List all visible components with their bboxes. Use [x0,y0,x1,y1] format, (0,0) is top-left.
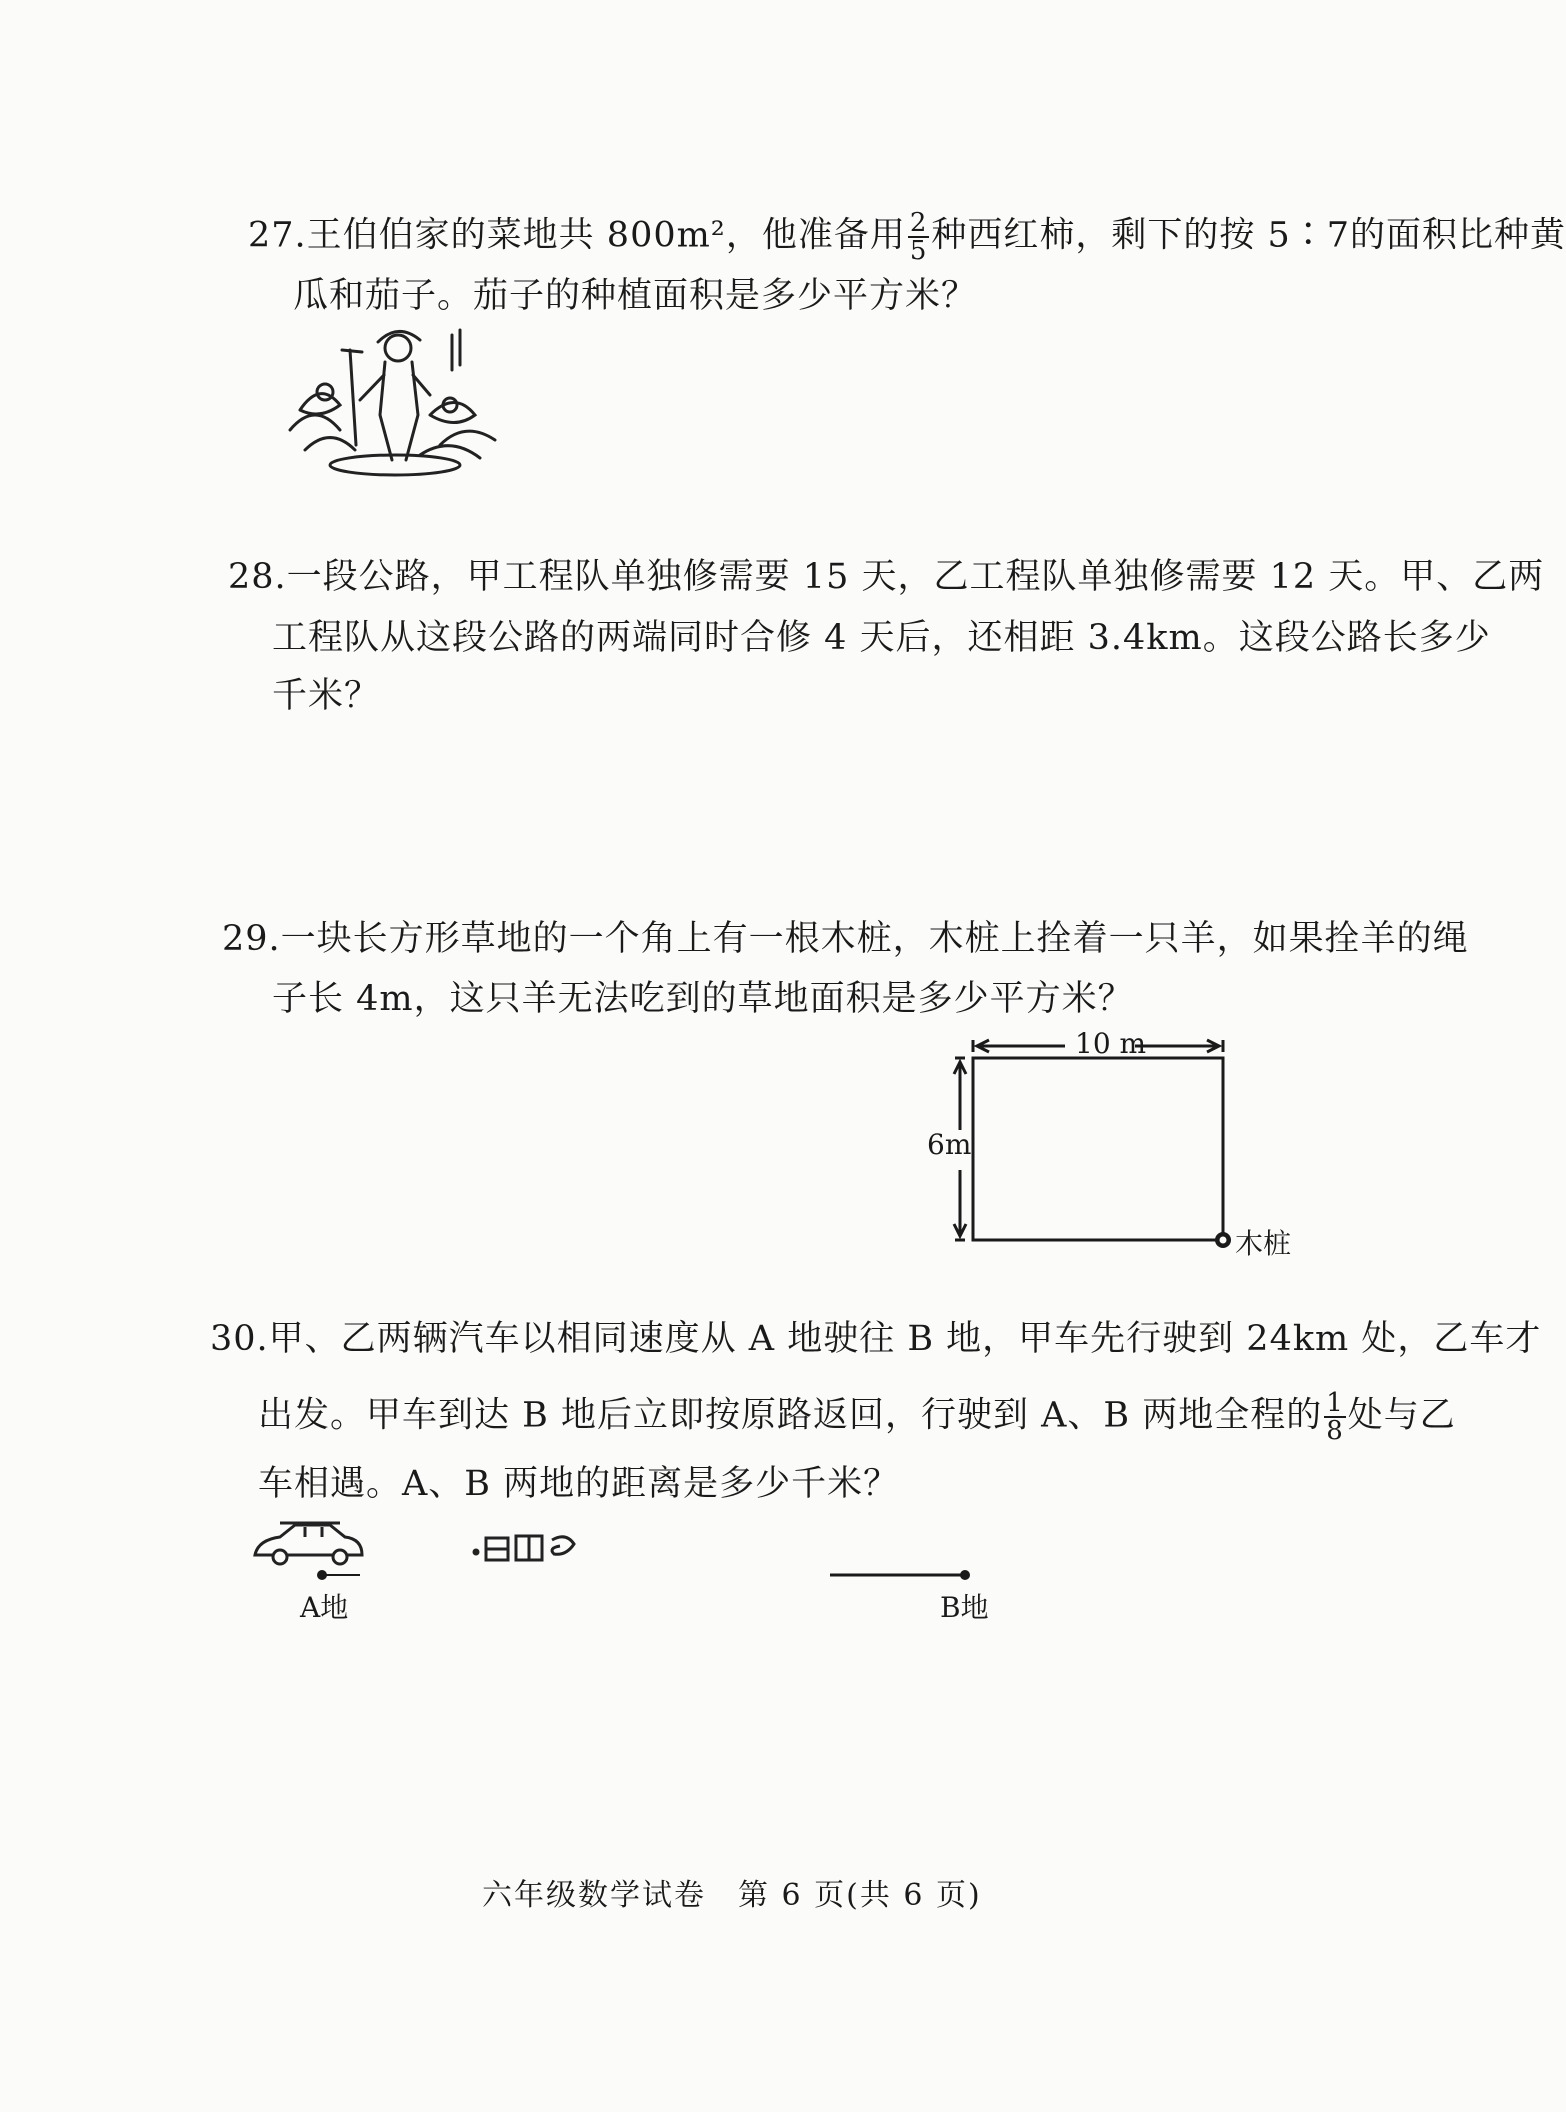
page-footer: 六年级数学试卷 第 6 页(共 6 页) [482,1878,982,1913]
q30-text-2b: 处与乙 [1347,1395,1456,1436]
q30-text-1: 甲、乙两辆汽车以相同速度从 A 地驶往 B 地，甲车先行驶到 24km 处，乙车才 [268,1319,1542,1359]
q30-line-2 [258,1390,1456,1444]
road-diagram [300,1560,1000,1590]
q27-line-1 [248,210,1566,264]
q28-line-3: 千米？ [272,676,381,716]
q27-fraction-numerator: 2 [909,208,928,238]
q28-line-2: 工程队从这段公路的两端同时合修 4 天后，还相距 3.4km。这段公路长多少 [272,618,1491,658]
width-label: 10 m [1075,1027,1147,1060]
q30-text-2a: 出发。甲车到达 B 地后立即按原路返回，行驶到 A、B 两地全程的 [258,1395,1323,1436]
q27-line-2: 瓜和茄子。茄子的种植面积是多少平方米？ [293,276,978,316]
q27-text-1a: 王伯伯家的菜地共 800m²，他准备用 [306,215,906,256]
q30-number: 30. [210,1319,269,1359]
q27-text-1b: 种西红柿，剩下的按 5∶7的面积比种黄 [931,215,1566,256]
label-b: B地 [940,1591,989,1624]
label-a: A地 [300,1591,349,1624]
q30-line-3: 车相遇。A、B 两地的距离是多少千米？ [258,1464,900,1504]
stake-label: 木桩 [1235,1227,1292,1260]
q29-text-1: 一块长方形草地的一个角上有一根木桩，木桩上拴着一只羊，如果拴羊的绳 [280,919,1469,959]
q30-fraction [1324,1390,1346,1444]
q30-fraction-denominator: 8 [1326,1416,1344,1446]
farmer-illustration [280,320,520,480]
q29-line-1 [222,915,1469,963]
q29-line-2: 子长 4m，这只羊无法吃到的草地面积是多少平方米？ [272,979,1134,1019]
q30-line-1 [210,1315,1541,1363]
q28-number: 28. [228,557,287,597]
point-a-marker [317,1570,327,1580]
q28-line-1 [228,553,1544,601]
q27-number: 27. [248,215,307,256]
q27-fraction [908,210,930,264]
height-label: 6m [927,1128,972,1161]
q28-text-1: 一段公路，甲工程队单独修需要 15 天，乙工程队单独修需要 12 天。甲、乙两 [286,557,1545,597]
q27-fraction-denominator: 5 [909,236,928,266]
point-b-marker [960,1570,970,1580]
q29-number: 29. [222,919,281,959]
q30-fraction-numerator: 1 [1326,1388,1344,1418]
grassland-rectangle [973,1058,1223,1240]
